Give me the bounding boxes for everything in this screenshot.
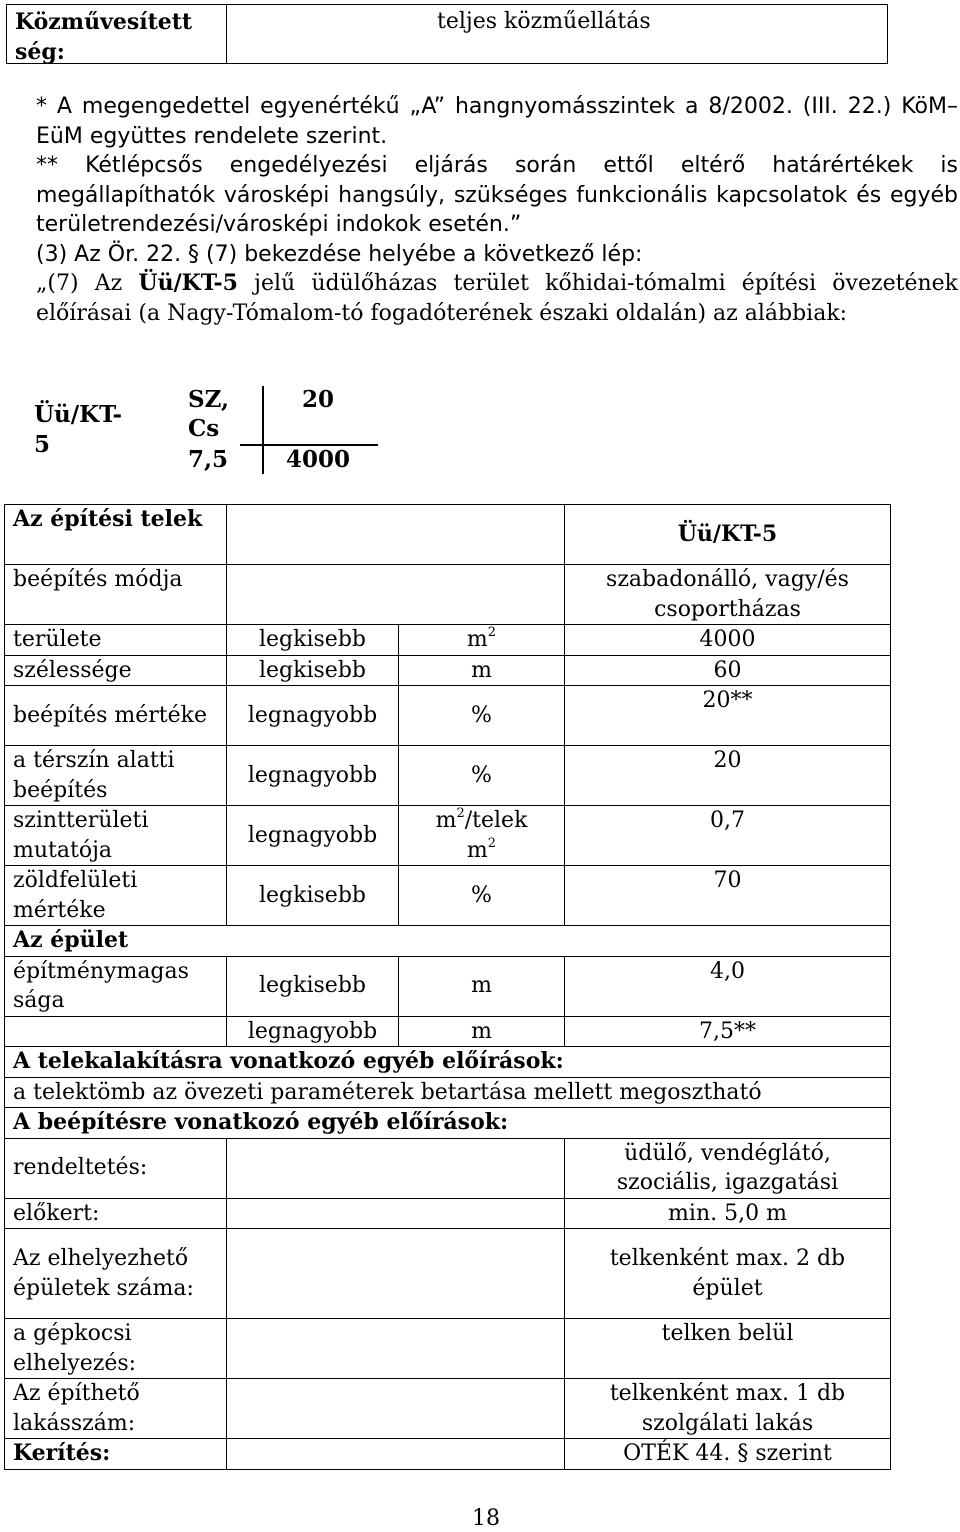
row-unit: m [399,655,565,686]
height-min-unit: m [399,956,565,1016]
height-max-qualifier: legnagyobb [227,1016,399,1047]
utility-table [6,4,888,64]
regulation-table [4,504,891,1470]
rule-blank [227,1379,565,1439]
rule-value: min. 5,0 m [565,1198,891,1229]
row-qualifier: legkisebb [227,866,399,926]
row-qualifier: legnagyobb [227,746,399,806]
row-qualifier: legkisebb [227,655,399,686]
row-unit: % [399,866,565,926]
row-value: 70 [565,866,891,926]
construction-mode-value: szabadonálló, vagy/és csoportházas [565,565,891,625]
height-min-value: 4,0 [565,956,891,1016]
row-label: területe [5,625,227,656]
rule-label: Az elhelyezhető épületek száma: [5,1229,227,1319]
rule-value: telkenként max. 2 db épület [565,1229,891,1319]
row-value: 20** [565,686,891,746]
note-4 [14,269,958,328]
rule-label: Az építhető lakásszám: [5,1379,227,1439]
row-unit: $m^2$ [399,625,565,656]
row-value: 20 [565,746,891,806]
height-min-qualifier: legkisebb [227,956,399,1016]
row-label: zöldfelületi mértéke [5,866,227,926]
construction-mode-blank [227,565,565,625]
height-max-blank [5,1016,227,1047]
rule-value: OTÉK 44. § szerint [565,1439,891,1470]
row-value: 0,7 [565,806,891,866]
note-4-prefix: „(7) Az [36,271,123,296]
note-4-zone: Üü/KT-5 [138,270,238,296]
zone-height: 7,5 [188,446,229,473]
building-plot-header: Az építési telek [5,505,227,565]
page-number: 18 [472,1506,500,1531]
row-unit: % [399,746,565,806]
zone-type: SZ, Cs [188,386,230,442]
utility-value: teljes közműellátás [437,9,651,34]
rule-label: Kerítés: [5,1439,227,1470]
note-3: (3) Az Ör. 22. § (7) bekezdése helyébe a következő lép: [36,242,643,267]
zone-column-header: Üü/KT-5 [565,505,891,565]
header-blank [227,505,565,565]
height-max-value: 7,5** [565,1016,891,1047]
rule-blank [227,1319,565,1379]
row-label: beépítés mértéke [5,686,227,746]
row-label: szélessége [5,655,227,686]
rule-label: rendeltetés: [5,1138,227,1198]
rule-blank [227,1198,565,1229]
row-qualifier: legkisebb [227,625,399,656]
note-4-suffix: jelű üdülőházas terület kőhidai-tómalmi építési övezetének előírásai (a Nagy-Tómalom-tó fogadóterének északi oldalán) az alábbiak: [36,271,958,326]
rule-value: telkenként max. 1 db szolgálati lakás [565,1379,891,1439]
rule-blank [227,1439,565,1470]
rule-blank [227,1229,565,1319]
row-qualifier: legnagyobb [227,806,399,866]
building-rules-header: A beépítésre vonatkozó egyéb előírások: [5,1108,891,1139]
row-value: 60 [565,655,891,686]
zone-code: Üü/KT-5 [34,401,123,458]
row-label: szintterületi mutatója [5,806,227,866]
zone-lot-size: 4000 [286,446,351,473]
building-section-header: Az épület [5,926,891,957]
rule-blank [227,1138,565,1198]
row-label: a térszín alatti beépítés [5,746,227,806]
note-2: ** Kétlépcsős engedélyezési eljárás során ettől eltérő határértékek is megállapíthatók városképi hangsúly, szükséges funkcionális kapcsolatok és egyéb területrendezési/városképi indokok esetén.” [36,153,958,237]
note-1: * A megengedettel egyenértékű „A” hangnyomásszintek a 8/2002. (III. 22.) KöM–EüM együttes rendelete szerint. [36,94,958,149]
row-unit: % [399,686,565,746]
zone-divider-v [262,386,264,474]
rule-label: előkert: [5,1198,227,1229]
row-qualifier: legnagyobb [227,686,399,746]
utility-label: Közművesített ség: [7,5,227,63]
rule-label: a gépkocsi elhelyezés: [5,1319,227,1379]
zone-coverage: 20 [302,386,335,413]
construction-mode-label: beépítés módja [5,565,227,625]
height-max-unit: m [399,1016,565,1047]
height-label: építménymagas sága [5,956,227,1016]
lot-rules-text: a telektömb az övezeti paraméterek betartása mellett megosztható [5,1077,891,1108]
rule-value: telken belül [565,1319,891,1379]
rule-value: üdülő, vendéglátó, szociális, igazgatási [565,1138,891,1198]
lot-rules-header: A telekalakításra vonatkozó egyéb előírások: [5,1047,891,1078]
row-value: 4000 [565,625,891,656]
zone-divider-h [240,444,378,446]
row-unit: $m^2$/telek $m^2$ [399,806,565,866]
